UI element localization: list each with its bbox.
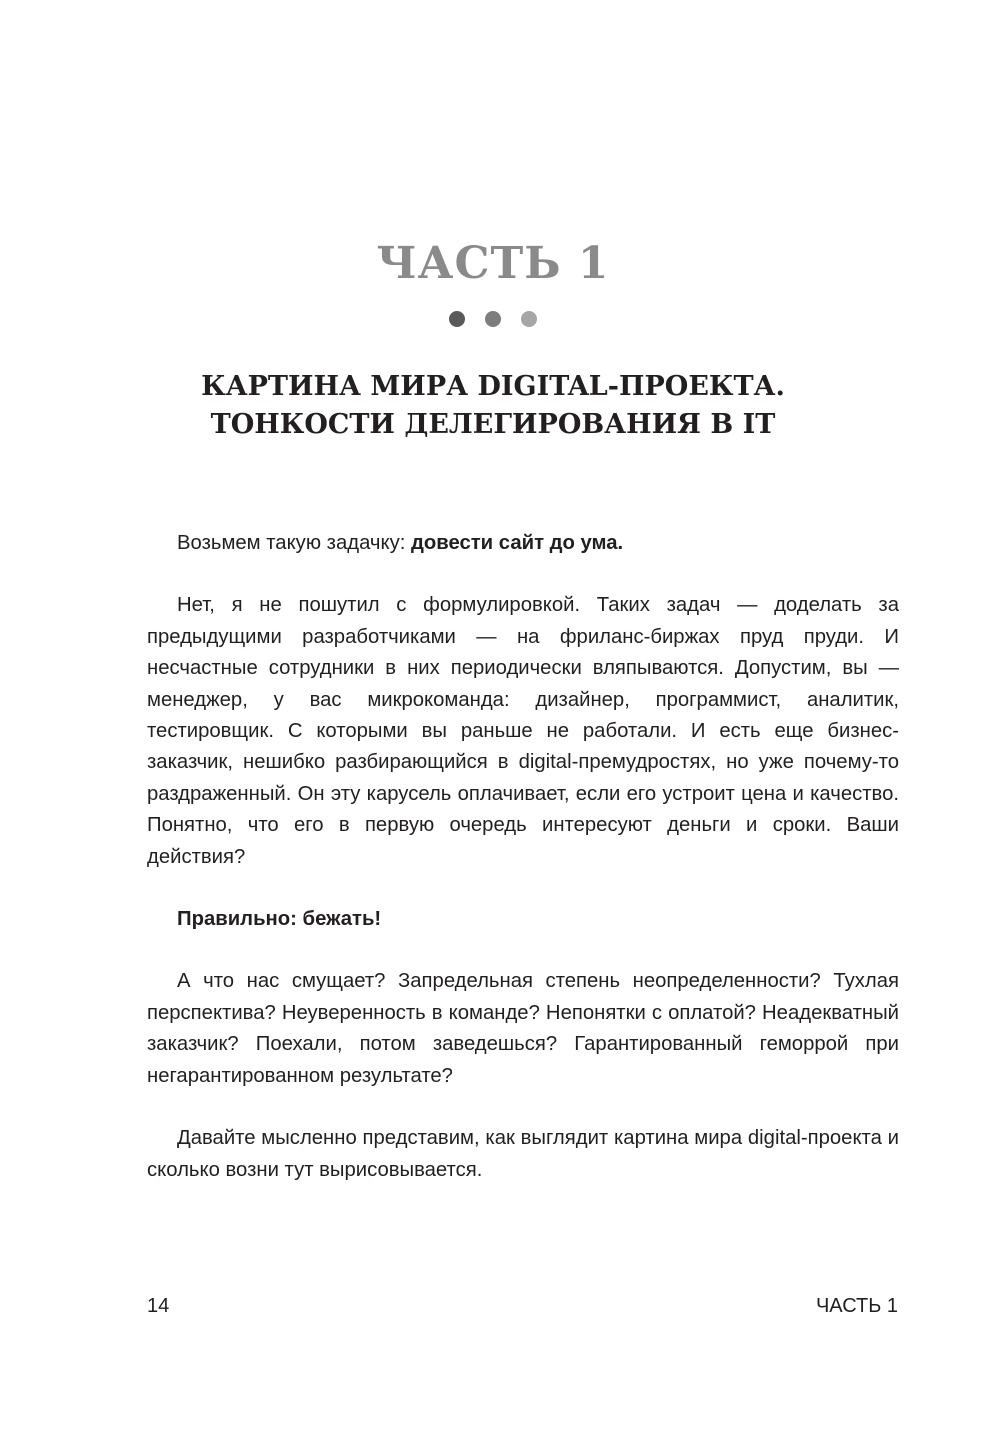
paragraph-3-emphasis: Правильно: бежать! bbox=[177, 908, 382, 931]
chapter-title-line-1: КАРТИНА МИРА DIGITAL-ПРОЕКТА. bbox=[201, 371, 785, 402]
paragraph-3 bbox=[147, 904, 899, 935]
running-head: ЧАСТЬ 1 bbox=[815, 1295, 898, 1317]
paragraph-5: Давайте мысленно представим, как выглядит картина мира digital-проекта и сколько возни тут вырисовывается. bbox=[147, 1127, 899, 1181]
page-number: 14 bbox=[147, 1295, 170, 1317]
chapter-title bbox=[0, 368, 986, 444]
body-text bbox=[147, 528, 899, 1217]
paragraph-1-emphasis: довести сайт до ума. bbox=[411, 532, 624, 554]
paragraph-2: Нет, я не пошутил с формулировкой. Таких задач — доделать за предыдущими разработчиками — на фриланс-биржах пруд пруди. И несчастные сотрудники в них периодически вляпываются. Допустим, вы — менеджер, у вас микрокоманда: дизайнер, программист, аналитик, тестировщик. С которыми вы раньше не работали. И есть еще бизнес-заказчик, нешибко разбирающийся в digital-премудростях, но уже почему-то раздраженный. Он эту карусель оплачивает, если его устроит цена и качество. Понятно, что его в первую очередь интересуют деньги и сроки. Ваши действия? bbox=[147, 594, 899, 868]
chapter-title-line-2: ТОНКОСТИ ДЕЛЕГИРОВАНИЯ В IT bbox=[210, 409, 776, 440]
paragraph-4: А что нас смущает? Запредельная степень неопределенности? Тухлая перспектива? Неуверенность в команде? Непонятки с оплатой? Неадекватный заказчик? Поехали, потом заведешься? Гарантированный геморрой при негарантированном результате? bbox=[147, 970, 899, 1087]
paragraph-1-text: Возьмем такую задачку: bbox=[177, 532, 411, 554]
dot-icon bbox=[485, 311, 501, 327]
decorative-dots bbox=[0, 311, 986, 327]
dot-icon bbox=[521, 311, 537, 327]
paragraph-1 bbox=[147, 528, 899, 559]
dot-icon bbox=[449, 311, 465, 327]
part-heading: ЧАСТЬ 1 bbox=[376, 238, 610, 289]
